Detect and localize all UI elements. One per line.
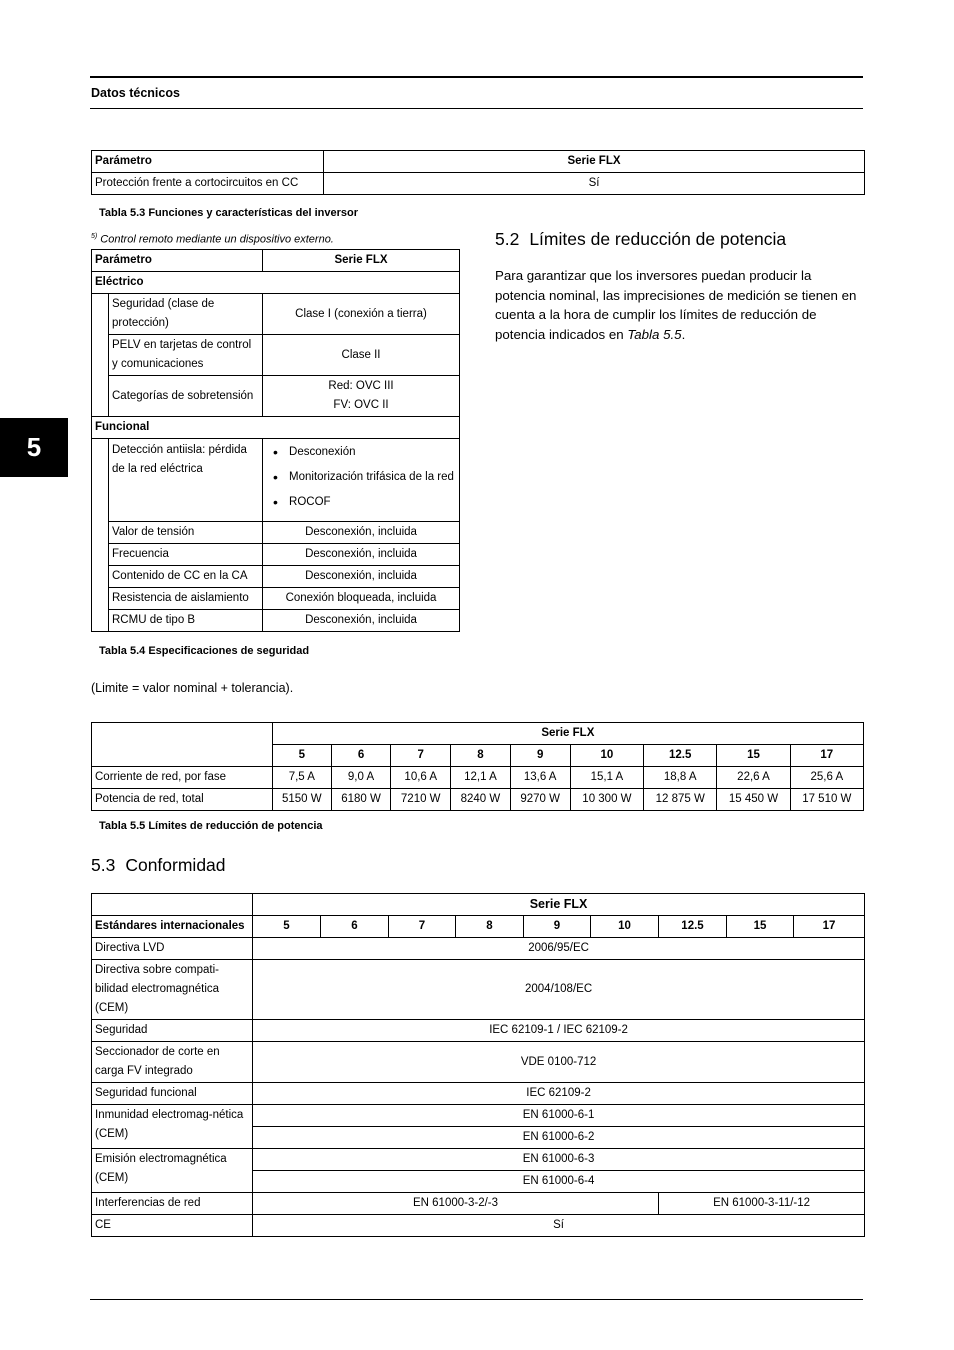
table-cell: 7,5 A: [272, 767, 331, 789]
table-cell: 5150 W: [272, 789, 331, 811]
cell-line: FV: OVC II: [333, 399, 389, 411]
table-cell: EN 61000-6-2: [253, 1127, 865, 1149]
group-heading: Eléctrico: [92, 272, 460, 294]
table-cell: Protección frente a cortocircuitos en CC: [92, 173, 324, 195]
table-cell: 10,6 A: [391, 767, 451, 789]
table-caption: Tabla 5.3 Funciones y características del inversor: [99, 207, 359, 219]
table-header: Parámetro: [92, 250, 263, 272]
table-cell: Desconexión, incluida: [263, 566, 460, 588]
model-header: 12.5: [644, 745, 717, 767]
table-cell: 15 450 W: [717, 789, 790, 811]
table-cell: [263, 439, 460, 522]
table-cell: Clase I (conexión a tierra): [263, 294, 460, 335]
model-header: 8: [451, 745, 510, 767]
table-5-4: [91, 249, 460, 632]
empty-corner-cell: [92, 894, 253, 916]
model-header: 15: [727, 916, 794, 938]
model-header: 7: [389, 916, 456, 938]
row-label: Directiva LVD: [92, 938, 253, 960]
table-row: [92, 1193, 865, 1215]
model-header: 10: [570, 745, 643, 767]
table-cell: EN 61000-3-2/-3: [253, 1193, 659, 1215]
section-title: [495, 229, 786, 250]
list-item: • Monitorización trifásica de la red: [289, 465, 455, 490]
header-rule-bottom: [90, 108, 863, 109]
list-item: • ROCOF: [289, 490, 455, 515]
table-conformity: [91, 893, 865, 1237]
table-cell: 7210 W: [391, 789, 451, 811]
section-number: 5.3: [91, 855, 116, 875]
table-header: Serie FLX: [263, 250, 460, 272]
table-cell: Desconexión, incluida: [263, 544, 460, 566]
paragraph-end: .: [681, 326, 686, 342]
group-heading: Funcional: [92, 417, 460, 439]
table-row: [92, 1020, 865, 1042]
table-cell: IEC 62109-2: [253, 1083, 865, 1105]
limit-note: (Limite = valor nominal + tolerancia).: [91, 681, 294, 695]
cell-line: Red: OVC III: [328, 380, 394, 392]
table-cell: Detección antiisla: pérdida de la red eléctrica: [109, 439, 263, 522]
chapter-tab: 5: [0, 418, 68, 477]
table-cell: 18,8 A: [644, 767, 717, 789]
table-cell: EN 61000-3-11/-12: [659, 1193, 865, 1215]
table-cell: [263, 376, 460, 417]
model-header: 9: [510, 745, 570, 767]
table-cell: Clase II: [263, 335, 460, 376]
table-cell: Categorías de sobretensión: [109, 376, 263, 417]
table-caption: Tabla 5.4 Especificaciones de seguridad: [99, 645, 310, 657]
table-header: Serie FLX: [324, 151, 865, 173]
table-cell: EN 61000-6-1: [253, 1105, 865, 1127]
table-cell: Resistencia de aislamiento: [109, 588, 263, 610]
table-cell: 12 875 W: [644, 789, 717, 811]
table-cell: EN 61000-6-4: [253, 1171, 865, 1193]
section-heading: Conformidad: [125, 855, 226, 875]
table-cell: VDE 0100-712: [253, 1042, 865, 1083]
table-row: [92, 1149, 865, 1171]
header-rule-top: [90, 76, 863, 78]
bullet-list: [267, 440, 455, 515]
table-cell: 10 300 W: [570, 789, 643, 811]
table-cell: 22,6 A: [717, 767, 790, 789]
page-header-title: Datos técnicos: [91, 86, 180, 100]
model-header: 17: [790, 745, 863, 767]
model-header: 12.5: [659, 916, 727, 938]
list-item: • Desconexión: [289, 440, 455, 465]
section-number: 5.2: [495, 229, 520, 249]
row-label: CE: [92, 1215, 253, 1237]
table-row: [92, 1042, 865, 1083]
table-header: Parámetro: [92, 151, 324, 173]
table-row: [92, 1083, 865, 1105]
table-cell: IEC 62109-1 / IEC 62109-2: [253, 1020, 865, 1042]
model-header: 6: [321, 916, 389, 938]
table-cell: 25,6 A: [790, 767, 863, 789]
model-header: 7: [391, 745, 451, 767]
footnote-text: Control remoto mediante un dispositivo externo.: [100, 233, 334, 246]
table-cell: 9270 W: [510, 789, 570, 811]
table-caption: Tabla 5.5 Límites de reducción de potencia: [99, 820, 323, 832]
section-title: [91, 855, 226, 876]
indent-cell: [92, 294, 109, 417]
table-header: Serie FLX: [253, 894, 865, 916]
table-cell: 2006/95/EC: [253, 938, 865, 960]
row-label: Emisión electromagnética (CEM): [92, 1149, 253, 1193]
table-cell: 9,0 A: [331, 767, 390, 789]
table-cell: PELV en tarjetas de control y comunicaciones: [109, 335, 263, 376]
table-row: [92, 1105, 865, 1127]
model-header: 6: [331, 745, 390, 767]
table-5-5: [91, 722, 864, 811]
footer-rule: [90, 1299, 863, 1300]
table-cell: Desconexión, incluida: [263, 610, 460, 632]
table-cell: 12,1 A: [451, 767, 510, 789]
paragraph-text: Para garantizar que los inversores puedan producir la potencia nominal, las imprecisiones de medición se tienen en cuenta a la hora de cumplir los límites de reducción de potencia indicados en: [495, 268, 857, 342]
indent-cell: [92, 439, 109, 632]
model-header: 15: [717, 745, 790, 767]
table-cell: Frecuencia: [109, 544, 263, 566]
model-header: 5: [272, 745, 331, 767]
table-cell: Contenido de CC en la CA: [109, 566, 263, 588]
row-header: Estándares internacionales: [92, 916, 253, 938]
table-cell: Sí: [253, 1215, 865, 1237]
row-label: Inmunidad electromag-nética (CEM): [92, 1105, 253, 1149]
model-header: 5: [253, 916, 321, 938]
model-header: 17: [794, 916, 865, 938]
footnote: [91, 233, 334, 246]
footnote-mark: 5): [91, 233, 98, 240]
model-header: 10: [591, 916, 659, 938]
table-header: Serie FLX: [272, 723, 863, 745]
table-cell: 8240 W: [451, 789, 510, 811]
table-cell: 13,6 A: [510, 767, 570, 789]
table-row: [92, 789, 864, 811]
row-label: Interferencias de red: [92, 1193, 253, 1215]
model-header: 8: [456, 916, 524, 938]
table-cell: Seguridad (clase de protección): [109, 294, 263, 335]
paragraph: [495, 266, 863, 344]
table-row: [92, 1215, 865, 1237]
table-cell: Sí: [324, 173, 865, 195]
row-label: Potencia de red, total: [92, 789, 273, 811]
table-cell: RCMU de tipo B: [109, 610, 263, 632]
table-row: [92, 767, 864, 789]
table-reference: Tabla 5.5: [627, 326, 682, 342]
table-cell: Desconexión, incluida: [263, 522, 460, 544]
table-cell: EN 61000-6-3: [253, 1149, 865, 1171]
table-cell: 6180 W: [331, 789, 390, 811]
table-row: [92, 938, 865, 960]
table-cell: 17 510 W: [790, 789, 863, 811]
row-label: Corriente de red, por fase: [92, 767, 273, 789]
empty-corner-cell: [92, 723, 273, 767]
row-label: Seguridad: [92, 1020, 253, 1042]
model-header: 9: [524, 916, 591, 938]
section-heading: Límites de reducción de potencia: [529, 229, 787, 249]
table-cell: 15,1 A: [570, 767, 643, 789]
row-label: Seccionador de corte en carga FV integrado: [92, 1042, 253, 1083]
table-cell: 2004/108/EC: [253, 960, 865, 1020]
table-row: [92, 960, 865, 1020]
row-label: Directiva sobre compati-bilidad electromagnética (CEM): [92, 960, 253, 1020]
table-5-3: [91, 150, 865, 195]
table-cell: Valor de tensión: [109, 522, 263, 544]
table-cell: Conexión bloqueada, incluida: [263, 588, 460, 610]
row-label: Seguridad funcional: [92, 1083, 253, 1105]
